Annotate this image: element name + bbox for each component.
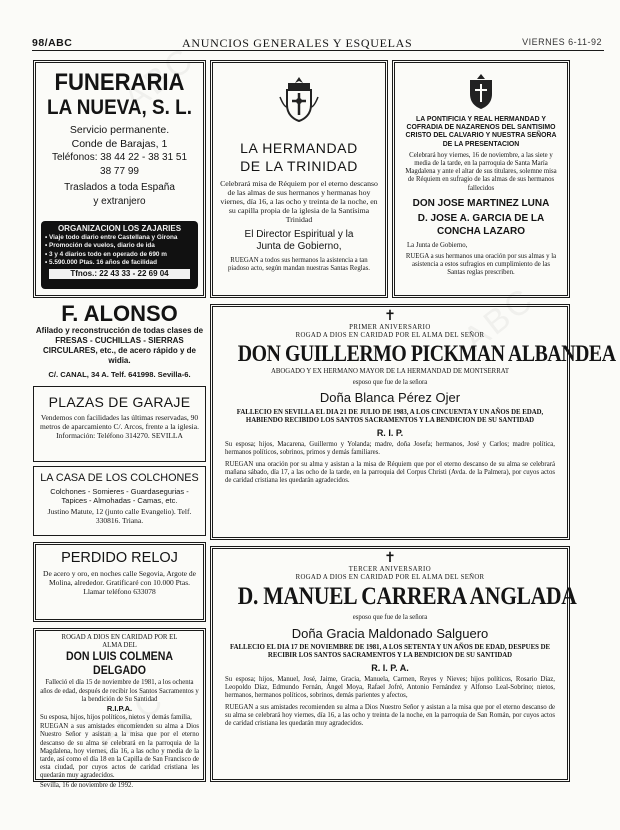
ad-colchones (33, 466, 206, 536)
funeraria-phones: Teléfonos: 38 44 22 - 38 31 51 (51, 152, 188, 163)
colchones-products: Colchones - Somieres - Guardasegurias - Tapices - Almohadas - Camas, etc. (50, 487, 189, 505)
pickman-rip: R. I. P. (376, 428, 404, 439)
pontificia-junta: La Junta de Gobierno, (407, 241, 468, 249)
pontificia-name-2: D. JOSE A. GARCIA DE LA (417, 212, 545, 224)
garaje-title: PLAZAS DE GARAJE (48, 394, 191, 410)
colmena-ruegan: RUEGAN a sus amistades encomienden su alma a Dios Nuestro Señor y asistan a la misa que por el eterno descanso de su alma se celebrará en la parroquia de la Magdalena, hoy viernes, día 16, a las ocho y media de la tarde, así como el día 18 en la Capilla de San Francisco de esta ciudad, por cuyos actos de caridad cristiana les quedarán muy agradecidos. (40, 723, 199, 780)
trinidad-title-2: DE LA TRINIDAD (240, 158, 358, 174)
pontificia-name-2b: CONCHA LAZARO (437, 225, 525, 237)
cross-icon: ✝ (384, 551, 396, 566)
issue-date: VIERNES 6-11-92 (522, 37, 602, 47)
carrera-anniversary: TERCER ANIVERSARIO (348, 566, 432, 573)
pontificia-ruega: RUEGA a sus hermanos una oración por sus almas y la asistencia a estos sufragios en cumplimiento de las Santas reglas prescriben. (405, 253, 557, 277)
zajaries-item: • 5.590.000 Ptas. 16 años de facilidad (45, 259, 158, 267)
colmena-rogad: ROGAD A DIOS EN CARIDAD POR EL ALMA DEL (61, 634, 178, 650)
zajaries-list (41, 234, 198, 268)
esquela-pontificia (392, 60, 570, 298)
trinidad-junta: Junta de Gobierno, (256, 241, 342, 252)
page-header (32, 36, 604, 51)
cross-icon: ✝ (384, 309, 396, 324)
ad-garaje (33, 386, 206, 462)
esquela-carrera (210, 546, 577, 782)
zajaries-item: • Viaje todo diario entre Castellana y Girona (45, 234, 178, 241)
zajaries-item: • 3 y 4 diarios todo en operado de 690 m (45, 250, 167, 258)
trinidad-crest-icon (276, 73, 322, 125)
esquela-colmena (33, 628, 206, 789)
pickman-title: ABOGADO Y EX HERMANO MAYOR DE LA HERMANDAD DE MONTSERRAT (270, 368, 510, 376)
funeraria-address: Conde de Barajas, 1 (71, 138, 168, 150)
trinidad-title: LA HERMANDAD (240, 140, 358, 156)
zajaries-title: ORGANIZACION LOS ZAJARIES (57, 224, 182, 233)
pickman-family: Su esposa; hijos, Macarena, Guillermo y Yolanda; madre, doña Josefa; hermanos, José y Carlos; madre política, hermanos políticos, sobrinos, primos y demás familiares. (225, 441, 555, 457)
trinidad-text: Celebrará misa de Réquiem por el eterno descanso de las almas de sus hermanos y hermanas hoy viernes, día 16, a las ocho y treinta de la noche, en su capilla propia de la iglesia de la Santísima Trinidad (220, 179, 378, 224)
carrera-died: FALLECIO EL DIA 17 DE NOVIEMBRE DE 1981, A LOS SETENTA Y UN AÑOS DE EDAD, DESPUES DE RECIBIR LOS SANTOS SACRAMENTOS Y LA BENDICION DE SU SANTIDAD (229, 643, 551, 659)
pontificia-title: LA PONTIFICIA Y REAL HERMANDAD Y COFRADIA DE NAZARENOS DEL SANTISIMO CRISTO DEL CALVARIO Y NUESTRA SEÑORA DE LA PRESENTACION (405, 116, 557, 148)
section-title: ANUNCIOS GENERALES Y ESQUELAS (182, 36, 413, 50)
colmena-family: Su esposa, hijos, hijos políticos, nietos y demás familia, (40, 714, 192, 722)
carrera-rogad: ROGAD A DIOS EN CARIDAD POR EL ALMA DEL SEÑOR (295, 574, 485, 582)
carrera-family: Su esposa; hijos, Manuel, José, Jaime, Gracia, Manuela, Carmen, Reyes y Nieves; hijos políticos, Rosario Díaz, Leopoldo Díaz, Edmundo Fernán, Ángel Moya, Rafael Jofré, Antonio Fernández y Alfonso Leal-Sobrino; nietos, hermanos, hermanos políticos, sobrinos, demás parientes y afectos, (225, 676, 555, 700)
funeraria-title: FUNERARIA (54, 69, 185, 96)
funeraria-name: LA NUEVA, S. L. (47, 96, 192, 119)
esquela-pickman (210, 304, 616, 540)
colmena-name: DON LUIS COLMENA DELGADO (66, 651, 173, 678)
carrera-ruegan: RUEGAN a sus amistades recomienden su alma a Dios Nuestro Señor y asistan a la misa que por el eterno descanso de su alma se celebrará hoy viernes, día 16, a las ocho y treinta de la noche, en la parroquia de San Román, por cuyos actos de caridad cristiana les quedarán muy agradecidos. (225, 703, 555, 728)
zajaries-phone: Tfnos.: 22 43 33 - 22 69 04 (49, 269, 190, 279)
carrera-name: D. MANUEL CARRERA ANGLADA (237, 583, 577, 611)
pickman-name: DON GUILLERMO PICKMAN ALBANDEA (237, 341, 616, 367)
funeraria-service: Servicio permanente. (69, 124, 170, 136)
pickman-rogad: ROGAD A DIOS EN CARIDAD POR EL ALMA DEL SEÑOR (295, 332, 485, 340)
pickman-wife: Doña Blanca Pérez Ojer (319, 389, 461, 405)
page-number: 98/ABC (32, 37, 73, 49)
pontificia-crest-icon (466, 72, 496, 110)
zajaries-item: • Promoción de vuelos, diario de ida (45, 242, 155, 250)
pickman-esposo: esposo que fue de la señora (352, 378, 428, 386)
colmena-date: Sevilla, 16 de noviembre de 1992. (40, 781, 134, 789)
esquela-trinidad (210, 60, 388, 298)
funeraria-transfer-2: y extranjero (93, 196, 146, 207)
ad-reloj (33, 542, 206, 622)
funeraria-transfer: Traslados a toda España (64, 182, 175, 193)
alonso-title: F. ALONSO (61, 301, 178, 326)
colmena-died: Falleció el día 15 de noviembre de 1981, a los ochenta años de edad, después de recibir los Santos Sacramentos y la bendición de Su Santidad (40, 679, 199, 703)
carrera-rip: R. I. P. A. (371, 663, 409, 674)
colmena-rip: R.I.P.A. (106, 704, 133, 714)
alonso-address: C/. CANAL, 34 A. Telf. 641998. Sevilla-6. (48, 370, 191, 379)
reloj-text: De acero y oro, en noches calle Segovia, Argote de Molina, alrededor. Gratificaré con 10.000 Ptas. Llamar teléfono 633078 (43, 569, 196, 596)
alonso-text: Afilado y reconstrucción de todas clases de FRESAS - CUCHILLAS - SIERRAS CIRCULARES, etc., de acero rápido y de widia. (35, 326, 204, 365)
trinidad-ruegan: RUEGAN a todos sus hermanos la asistencia a tan piadoso acto, según mandan nuestras Santas Reglas. (228, 257, 370, 273)
pickman-died: FALLECIO EN SEVILLA EL DIA 21 DE JULIO DE 1983, A LOS CINCUENTA Y UN AÑOS DE EDAD, HABIENDO RECIBIDO LOS SANTOS SACRAMENTOS Y LA BENDICION DE SU SANTIDAD (236, 408, 544, 425)
funeraria-phones-2: 38 77 99 (100, 166, 139, 177)
colchones-address: Justino Matute, 12 (junto calle Evangelio). Telf. 330816. Triana. (47, 507, 192, 525)
trinidad-director: El Director Espiritual y la (244, 229, 354, 240)
pontificia-name-1: DON JOSE MARTINEZ LUNA (412, 197, 550, 209)
carrera-wife: Doña Gracia Maldonado Salguero (291, 625, 489, 641)
pickman-ruegan: RUEGAN una oración por su alma y asistan a la misa de Réquiem que por el eterno descanso de su alma se celebrará mañana sábado, día 17, a las ocho de la tarde, en la parroquia del Corpus Christi (Avda. de la Palmera), por cuyos actos de caridad cristiana les quedarán agradecidos. (225, 460, 555, 485)
reloj-title: PERDIDO RELOJ (61, 550, 178, 566)
pickman-anniversary: PRIMER ANIVERSARIO (349, 324, 431, 331)
zajaries-banner (41, 221, 198, 289)
garaje-text: Vendemos con facilidades las últimas reservadas, 90 metros de aparcamiento C/. Arcos, frente a la iglesia. Información: Teléfono 314270. SEVILLA (40, 413, 199, 440)
colchones-title: LA CASA DE LOS COLCHONES (40, 472, 199, 484)
carrera-esposo: esposo que fue de la señora (352, 614, 428, 622)
ad-alonso (33, 302, 206, 382)
pontificia-text: Celebrará hoy viernes, 16 de noviembre, a las siete y media de la tarde, en la parroquia de Santa María Magdalena y ante el altar de sus titulares, solemne misa de Réquiem en sufragio de las almas de sus hermanos fallecidos (405, 151, 557, 192)
ad-funeraria (33, 60, 206, 298)
